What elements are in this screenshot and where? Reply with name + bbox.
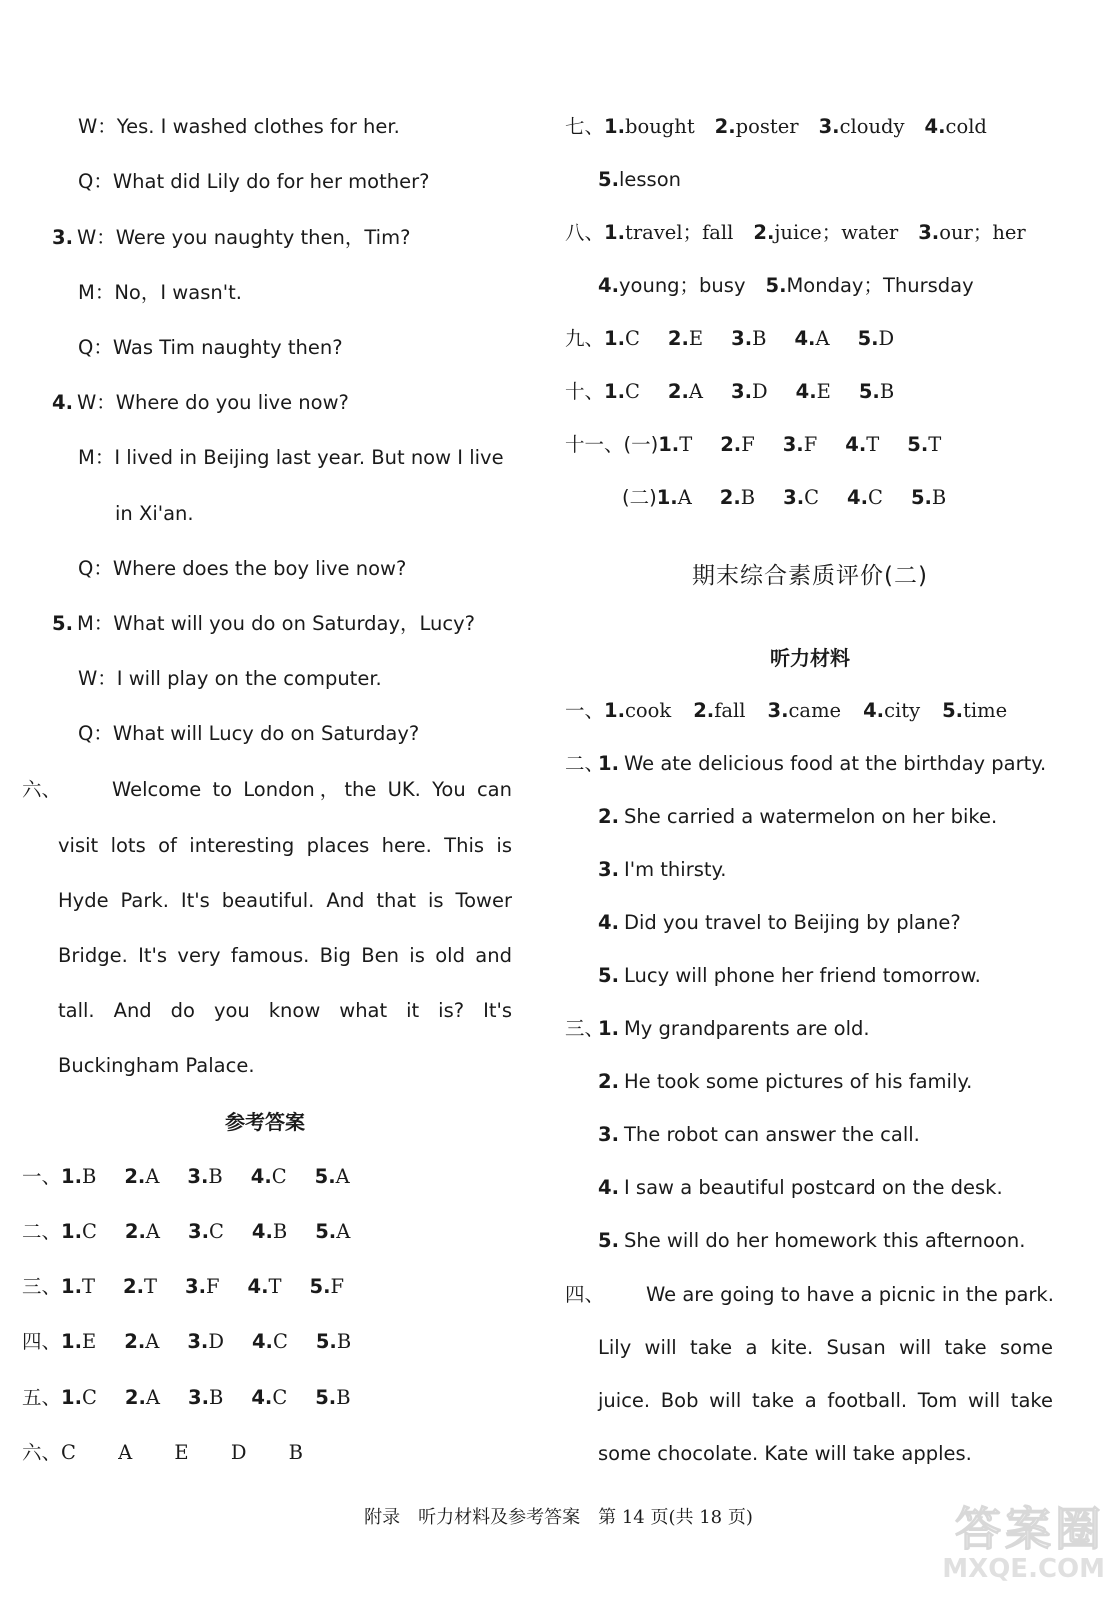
sentence-text: I saw a beautiful postcard on the desk. [623, 1176, 1003, 1199]
watermark-logo [905, 1504, 1105, 1594]
passage-line: Lily will take a kite. Susan will take some [598, 1336, 1053, 1359]
sentence-line [598, 1227, 1025, 1255]
answer-number: 4. [251, 1330, 273, 1353]
answer-number: 1. [61, 1386, 82, 1409]
answer-row-cont [598, 272, 994, 300]
answer-number: 4. [247, 1275, 269, 1298]
answer-value: juice；water [774, 221, 899, 244]
sentence-line [598, 1015, 870, 1043]
answer-number: 2. [719, 486, 741, 509]
answer-number: 1. [604, 115, 625, 138]
passage-line: Bridge. It's very famous. Big Ben is old and [58, 944, 512, 967]
part6-label: 六、 [22, 778, 62, 801]
line-text: W：I will play on the computer. [78, 667, 382, 690]
answer-value: C [625, 327, 640, 350]
line-text: W：Were you naughty then，Tim? [76, 226, 411, 249]
answer-item [604, 327, 640, 350]
answer-item [125, 1220, 160, 1243]
answer-value: T [268, 1275, 282, 1298]
answer-item [252, 1220, 287, 1243]
sentence-text: My grandparents are old. [623, 1017, 870, 1040]
answer-label: 九、 [565, 327, 605, 350]
section-label: 三、 [565, 1017, 605, 1040]
answer-value: fall [714, 699, 746, 722]
answer-value: B [752, 327, 767, 350]
answer-number: 3. [782, 433, 804, 456]
answer-item [819, 115, 905, 138]
answer-item [720, 433, 755, 456]
sentence-text: I'm thirsty. [623, 858, 727, 881]
answer-item [796, 380, 831, 403]
answer-value: B [336, 1386, 351, 1409]
answer-item [858, 327, 895, 350]
passage-line: tall. And do you know what it is? It's [58, 999, 512, 1022]
answer-number: 3. [187, 1165, 209, 1188]
answer-number: 4. [924, 115, 946, 138]
answer-number: 4. [251, 1386, 273, 1409]
answer-number: 5. [315, 1386, 337, 1409]
answer-number: 3. [818, 115, 840, 138]
answer-item [658, 433, 692, 456]
answer-item [315, 1165, 350, 1188]
answer-number: 3. [731, 327, 753, 350]
answer-item [185, 1275, 220, 1298]
answer-item [783, 486, 819, 509]
line-text: Q：Where does the boy live now? [78, 557, 407, 580]
sentence-number: 3. [598, 858, 619, 881]
answer-value: C [272, 1386, 288, 1409]
sentence-line [598, 750, 1046, 778]
answer-value: A [145, 1220, 160, 1243]
transcript-line [78, 168, 429, 196]
answer-item [123, 1275, 157, 1298]
answer-item [316, 1330, 351, 1353]
l4-label: 四、 [565, 1283, 605, 1306]
answer-value: F [206, 1275, 220, 1298]
answer-number: 5. [765, 274, 787, 297]
answer-number: 4. [251, 1220, 273, 1243]
answer-item [251, 1165, 287, 1188]
answer-item [125, 1386, 160, 1409]
answer-label: 一、 [22, 1165, 62, 1188]
line-text: M：What will you do on Saturday，Lucy? [76, 612, 476, 635]
sentence-number: 5. [598, 964, 619, 987]
sentence-line [598, 803, 997, 831]
answer-item [248, 1275, 282, 1298]
answer-item [604, 699, 671, 722]
answer-value: B [740, 486, 756, 509]
answer-value: city [884, 699, 921, 722]
answer-item [124, 1330, 159, 1353]
answer-value: came [788, 699, 842, 722]
answer-number: 1. [61, 1275, 82, 1298]
answer-item [188, 1386, 223, 1409]
transcript-line [78, 555, 406, 583]
line-text: W：Where do you live now? [76, 391, 349, 414]
answer-number: 2. [124, 1330, 146, 1353]
sentence-number: 4. [598, 911, 619, 934]
answer-value: C [82, 1386, 97, 1409]
answer-value: A [677, 486, 692, 509]
answer-item [845, 433, 879, 456]
answer-item [668, 380, 703, 403]
answer-number: 3. [187, 1330, 209, 1353]
answer-number: 2. [720, 433, 742, 456]
answer-number: 4. [598, 274, 619, 297]
answer-value: A [336, 1220, 351, 1243]
transcript-line [78, 444, 504, 472]
answer-value: T [82, 1275, 96, 1298]
sentence-text: The robot can answer the call. [623, 1123, 920, 1146]
answer-value: B [336, 1330, 352, 1353]
answer-value: C [82, 1220, 97, 1243]
answer-item [604, 221, 733, 244]
answer-row [22, 1273, 372, 1301]
answer-number: 2. [667, 380, 689, 403]
answer-number: 2. [667, 327, 689, 350]
answer-number: 3. [731, 380, 752, 403]
section-label: 二、 [565, 752, 605, 775]
transcript-line [52, 224, 410, 252]
transcript-line [52, 389, 349, 417]
answer-item [124, 1165, 159, 1188]
listening-heading: 听力材料 [770, 646, 850, 670]
answer-label: (二) [622, 486, 657, 509]
answer-number: 1. [61, 1330, 82, 1353]
answer-value: C [271, 1165, 287, 1188]
sentence-number: 2. [598, 805, 619, 828]
answer-item [657, 486, 692, 509]
answer-label: 十、 [565, 380, 605, 403]
answer-number: 3. [188, 1386, 209, 1409]
answer-item [942, 699, 1007, 722]
answer-item [315, 1220, 350, 1243]
line-text: Q：Was Tim naughty then? [78, 336, 343, 359]
answer-item [783, 433, 818, 456]
transcript-line [78, 334, 343, 362]
answer-value: B [82, 1165, 97, 1188]
answer-number: 5. [942, 699, 964, 722]
answer-row [565, 378, 922, 406]
answer-value: bought [625, 115, 695, 138]
answer-number: 1. [656, 486, 678, 509]
answer-item [693, 699, 745, 722]
answer-item [61, 1386, 97, 1409]
answer-value: young；busy [618, 274, 746, 297]
answer6-row [22, 1439, 321, 1467]
answer-item [187, 1330, 224, 1353]
sentence-line [598, 856, 727, 884]
answer-value: A [145, 1330, 160, 1353]
answer-item [251, 1386, 287, 1409]
answer-item [61, 1330, 96, 1353]
line-number: 5. [52, 612, 73, 635]
answer-value: travel；fall [625, 221, 734, 244]
sentence-text: Lucy will phone her friend tomorrow. [623, 964, 981, 987]
answer-value: F [741, 433, 755, 456]
answer-number: 5. [315, 1220, 337, 1243]
answer-item [61, 1220, 97, 1243]
answer-item [925, 115, 987, 138]
sentence-number: 4. [598, 1176, 619, 1199]
answer-row [565, 431, 969, 459]
answer-value: F [330, 1275, 345, 1298]
answer-item [668, 327, 703, 350]
watermark-text: 答案圈 [955, 1502, 1105, 1556]
sentence-number: 5. [598, 1229, 619, 1252]
answer-row [22, 1218, 378, 1246]
sentence-line [598, 1174, 1003, 1202]
answer-number: 5. [315, 1330, 337, 1353]
answer-label: 三、 [22, 1275, 62, 1298]
transcript-line [78, 279, 242, 307]
answer-item [61, 1275, 95, 1298]
answer-number: 5. [309, 1275, 331, 1298]
transcript-line [78, 720, 419, 748]
passage-line: Hyde Park. It's beautiful. And that is Tower [58, 889, 512, 912]
answer-item [252, 1330, 288, 1353]
answer-row-cont [598, 166, 681, 194]
answer-number: 2. [714, 115, 736, 138]
answer-item [847, 486, 883, 509]
answer-item [907, 433, 941, 456]
answer-number: 5. [857, 327, 879, 350]
answer-number: 4. [845, 433, 867, 456]
answer-item [715, 115, 799, 138]
answer-item [753, 221, 898, 244]
sentence-text: We ate delicious food at the birthday party. [623, 752, 1047, 775]
answer-item [188, 1220, 224, 1243]
line-number: 3. [52, 226, 73, 249]
answer-number: 1. [604, 327, 625, 350]
sentence-line [598, 962, 981, 990]
answer-number: 3. [783, 486, 805, 509]
answer-value: T [144, 1275, 158, 1298]
answer-value: A [815, 327, 830, 350]
answer-number: 3. [188, 1220, 209, 1243]
transcript-line [78, 113, 400, 141]
answer-item [911, 486, 946, 509]
sentence-text: Did you travel to Beijing by plane? [623, 911, 961, 934]
answer-label: 七、 [565, 115, 605, 138]
answer6-label: 六、 [22, 1441, 62, 1464]
answer-number: 5. [858, 380, 880, 403]
answer-row [565, 113, 1007, 141]
answer-item [187, 1165, 222, 1188]
sentence-text: She will do her homework this afternoon. [623, 1229, 1026, 1252]
answer-row [565, 325, 922, 353]
passage-line: Buckingham Palace. [58, 1054, 255, 1077]
answer-item [315, 1386, 350, 1409]
answer-number: 5. [907, 433, 929, 456]
answer-number: 3. [185, 1275, 206, 1298]
sentence-number: 1. [598, 1017, 619, 1040]
answer-value: D [751, 380, 768, 403]
answer-value: B [879, 380, 895, 403]
passage-line: juice. Bob will take a football. Tom will take [598, 1389, 1053, 1412]
answer-number: 2. [753, 221, 775, 244]
answer-number: 2. [123, 1275, 144, 1298]
answer-value: C [272, 1330, 288, 1353]
answer-item [731, 327, 766, 350]
answer-number: 4. [250, 1165, 272, 1188]
answer-value: cloudy [839, 115, 905, 138]
line-text: M：No，I wasn't. [78, 281, 242, 304]
answer-row [565, 697, 1029, 725]
answer-item [863, 699, 920, 722]
answer-value: C [804, 486, 820, 509]
answer-item [731, 380, 768, 403]
answer-value: cook [625, 699, 672, 722]
answer-value: E [82, 1330, 97, 1353]
sentence-line [598, 909, 961, 937]
passage-line: visit lots of interesting places here. This is [58, 834, 512, 857]
answer-label: 四、 [22, 1330, 62, 1353]
answer-number: 1. [61, 1165, 82, 1188]
answer-value: D [878, 327, 895, 350]
answer-item [720, 486, 755, 509]
answer-value: T [928, 433, 942, 456]
answer-number: 1. [604, 699, 625, 722]
answer-item [604, 380, 640, 403]
answer-value: C [868, 486, 883, 509]
answer-number: 5. [910, 486, 932, 509]
answer-item [918, 221, 1026, 244]
answer-value: B [272, 1220, 288, 1243]
l4-first-line: We are going to have a picnic in the park. [646, 1283, 1054, 1306]
answer-value: A [335, 1165, 350, 1188]
answer-value: C [208, 1220, 224, 1243]
part6-first-line: Welcome to London，the UK. You can [112, 778, 512, 801]
answer-row [622, 484, 974, 512]
answer-number: 2. [124, 1165, 146, 1188]
answer-label: 二、 [22, 1220, 62, 1243]
sentence-number: 2. [598, 1070, 619, 1093]
answer-number: 2. [124, 1386, 146, 1409]
answer-value: D [208, 1330, 224, 1353]
answer6-text: C A E D B [61, 1441, 322, 1464]
line-text: Q：What will Lucy do on Saturday? [78, 722, 420, 745]
answer-number: 1. [658, 433, 680, 456]
transcript-line [115, 500, 194, 528]
sentence-text: She carried a watermelon on her bike. [623, 805, 998, 828]
answer-item [604, 115, 695, 138]
answer-label: 五、 [22, 1386, 62, 1409]
transcript-line [78, 665, 382, 693]
answer-item [598, 274, 746, 297]
answer-value: B [208, 1165, 223, 1188]
answer-row [22, 1384, 379, 1412]
answer-value: B [208, 1386, 224, 1409]
answer-item [766, 274, 974, 297]
line-text: M：I lived in Beijing last year. But now I live [78, 446, 504, 469]
answer-value: poster [735, 115, 799, 138]
answer-value: C [625, 380, 640, 403]
answer-value: Monday；Thursday [786, 274, 974, 297]
answers-heading: 参考答案 [225, 1110, 305, 1134]
answer-number: 3. [767, 699, 789, 722]
answer-item [310, 1275, 345, 1298]
answer-value: A [145, 1386, 160, 1409]
answer-value: lesson [618, 168, 682, 191]
answer-value: cold [945, 115, 987, 138]
answer-value: time [963, 699, 1008, 722]
line-text: in Xi'an. [115, 502, 194, 525]
line-text: Q：What did Lily do for her mother? [78, 170, 430, 193]
answer-row [22, 1163, 378, 1191]
answer-number: 4. [863, 699, 885, 722]
answer-number: 1. [61, 1220, 82, 1243]
answer-value: F [803, 433, 818, 456]
answer-value: E [688, 327, 704, 350]
line-text: W：Yes. I washed clothes for her. [78, 115, 400, 138]
answer-number: 4. [847, 486, 869, 509]
answer-number: 5. [598, 168, 619, 191]
answer-value: A [688, 380, 703, 403]
answer-number: 3. [918, 221, 940, 244]
sentence-number: 3. [598, 1123, 619, 1146]
answer-value: our；her [939, 221, 1026, 244]
answer-value: T [866, 433, 880, 456]
answer-label: 八、 [565, 221, 605, 244]
answer-number: 5. [314, 1165, 336, 1188]
transcript-line [52, 610, 475, 638]
answer-number: 4. [795, 380, 817, 403]
answer-item [61, 1165, 96, 1188]
answer-label: 一、 [565, 699, 605, 722]
sentence-line [598, 1068, 972, 1096]
sentence-number: 1. [598, 752, 619, 775]
section-title: 期末综合素质评价(二) [692, 563, 928, 589]
answer-item [768, 699, 842, 722]
answer-value: T [679, 433, 693, 456]
page-footer: 附录 听力材料及参考答案 第 14 页(共 18 页) [364, 1507, 753, 1528]
answer-value: B [931, 486, 947, 509]
answer-item [859, 380, 894, 403]
sentence-text: He took some pictures of his family. [623, 1070, 973, 1093]
answer-label: 十一、(一) [565, 433, 659, 456]
answer-item [794, 327, 829, 350]
answer-value: E [816, 380, 831, 403]
answer-number: 2. [693, 699, 715, 722]
answer-number: 4. [794, 327, 816, 350]
passage-line: some chocolate. Kate will take apples. [598, 1442, 972, 1465]
answer-number: 1. [604, 380, 625, 403]
answer-row [565, 219, 1046, 247]
watermark-url: MXQE.COM [942, 1554, 1105, 1584]
answer-value: A [145, 1165, 160, 1188]
answer-number: 2. [124, 1220, 146, 1243]
line-number: 4. [52, 391, 73, 414]
answer-row [22, 1328, 379, 1356]
answer-number: 1. [604, 221, 625, 244]
sentence-line [598, 1121, 920, 1149]
